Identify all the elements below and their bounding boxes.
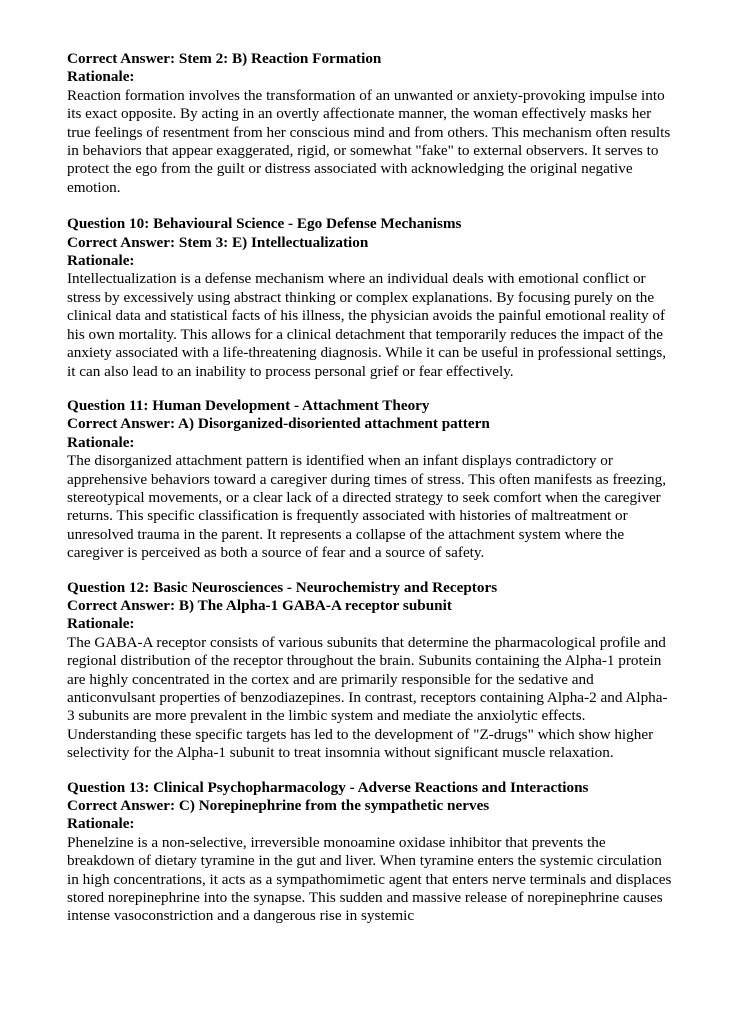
rationale-text: Intellectualization is a defense mechanism where an individual deals with emotional conflict or stress by excessively using abstract thinking or complex explanations. By focusing purely on the clinical data and statistical facts of his illness, the physician avoids the painful emotional reality of his own mortality. This allows for a clinical detachment that temporarily reduces the impact of the anxiety associated with a life-threatening diagnosis. While it can be useful in professional settings, it can also lead to an inability to process personal grief or fear effectively. bbox=[67, 270, 667, 380]
rationale-text: The GABA-A receptor consists of various subunits that determine the pharmacological profile and regional distribution of the receptor throughout the brain. Subunits containing the Alpha-1 protein are highly concentrated in the cortex and are primarily responsible for the sedative and anticonvulsant properties of benzodiazepines. In contrast, receptors containing Alpha-2 and Alpha-3 subunits are more prevalent in the limbic system and mediate the anxiolytic effects. Understanding these specific targets has led to the development of "Z-drugs" which show higher selectivity for the Alpha-1 subunit to treat insomnia without significant muscle relaxation. bbox=[67, 633, 668, 762]
question-block-10 bbox=[67, 215, 673, 381]
document-page bbox=[67, 50, 673, 942]
question-block-11 bbox=[67, 397, 673, 563]
rationale-text: Reaction formation involves the transformation of an unwanted or anxiety-provoking impulse into its exact opposite. By acting in an overtly affectionate manner, the woman effectively masks her true feelings of resentment from her conscious mind and from others. This mechanism often results in behaviors that appear exaggerated, rigid, or somewhat "fake" to external observers. It serves to protect the ego from the guilt or distress associated with acknowledging the original negative emotion. bbox=[67, 86, 671, 196]
rationale-text: Phenelzine is a non-selective, irreversible monoamine oxidase inhibitor that prevents the breakdown of dietary tyramine in the gut and liver. When tyramine enters the systemic circulation in high concentrations, it acts as a sympathomimetic agent that enters nerve terminals and displaces stored norepinephrine into the synapse. This sudden and massive release of norepinephrine causes intense vasoconstriction and a dangerous rise in systemic bbox=[67, 833, 672, 925]
rationale-label: Rationale: bbox=[67, 615, 135, 633]
correct-answer: Correct Answer: Stem 3: E) Intellectualization bbox=[67, 233, 369, 251]
rationale-text: The disorganized attachment pattern is identified when an infant displays contradictory or apprehensive behaviors toward a caregiver during times of stress. This often manifests as freezing, stereotypical movements, or a clear lack of a directed strategy to seek comfort when the caregiver returns. This specific classification is frequently associated with histories of maltreatment or unresolved trauma in the parent. It represents a collapse of the attachment system where the caregiver is perceived as both a source of fear and a source of safety. bbox=[67, 452, 667, 562]
question-heading: Question 10: Behavioural Science - Ego Defense Mechanisms bbox=[67, 215, 462, 233]
rationale-label: Rationale: bbox=[67, 815, 135, 833]
question-heading: Question 11: Human Development - Attachment Theory bbox=[67, 396, 430, 414]
correct-answer: Correct Answer: A) Disorganized-disoriented attachment pattern bbox=[67, 415, 490, 433]
correct-answer: Correct Answer: Stem 2: B) Reaction Formation bbox=[67, 50, 382, 67]
rationale-label: Rationale: bbox=[67, 433, 135, 451]
question-block-12 bbox=[67, 579, 673, 763]
question-block-13 bbox=[67, 779, 673, 926]
correct-answer: Correct Answer: C) Norepinephrine from the sympathetic nerves bbox=[67, 797, 490, 815]
rationale-label: Rationale: bbox=[67, 68, 135, 86]
rationale-label: Rationale: bbox=[67, 252, 135, 270]
answer-block-stem-2 bbox=[67, 50, 673, 197]
question-heading: Question 13: Clinical Psychopharmacology - Adverse Reactions and Interactions bbox=[67, 778, 589, 796]
question-heading: Question 12: Basic Neurosciences - Neurochemistry and Receptors bbox=[67, 578, 498, 596]
correct-answer: Correct Answer: B) The Alpha-1 GABA-A receptor subunit bbox=[67, 596, 452, 614]
